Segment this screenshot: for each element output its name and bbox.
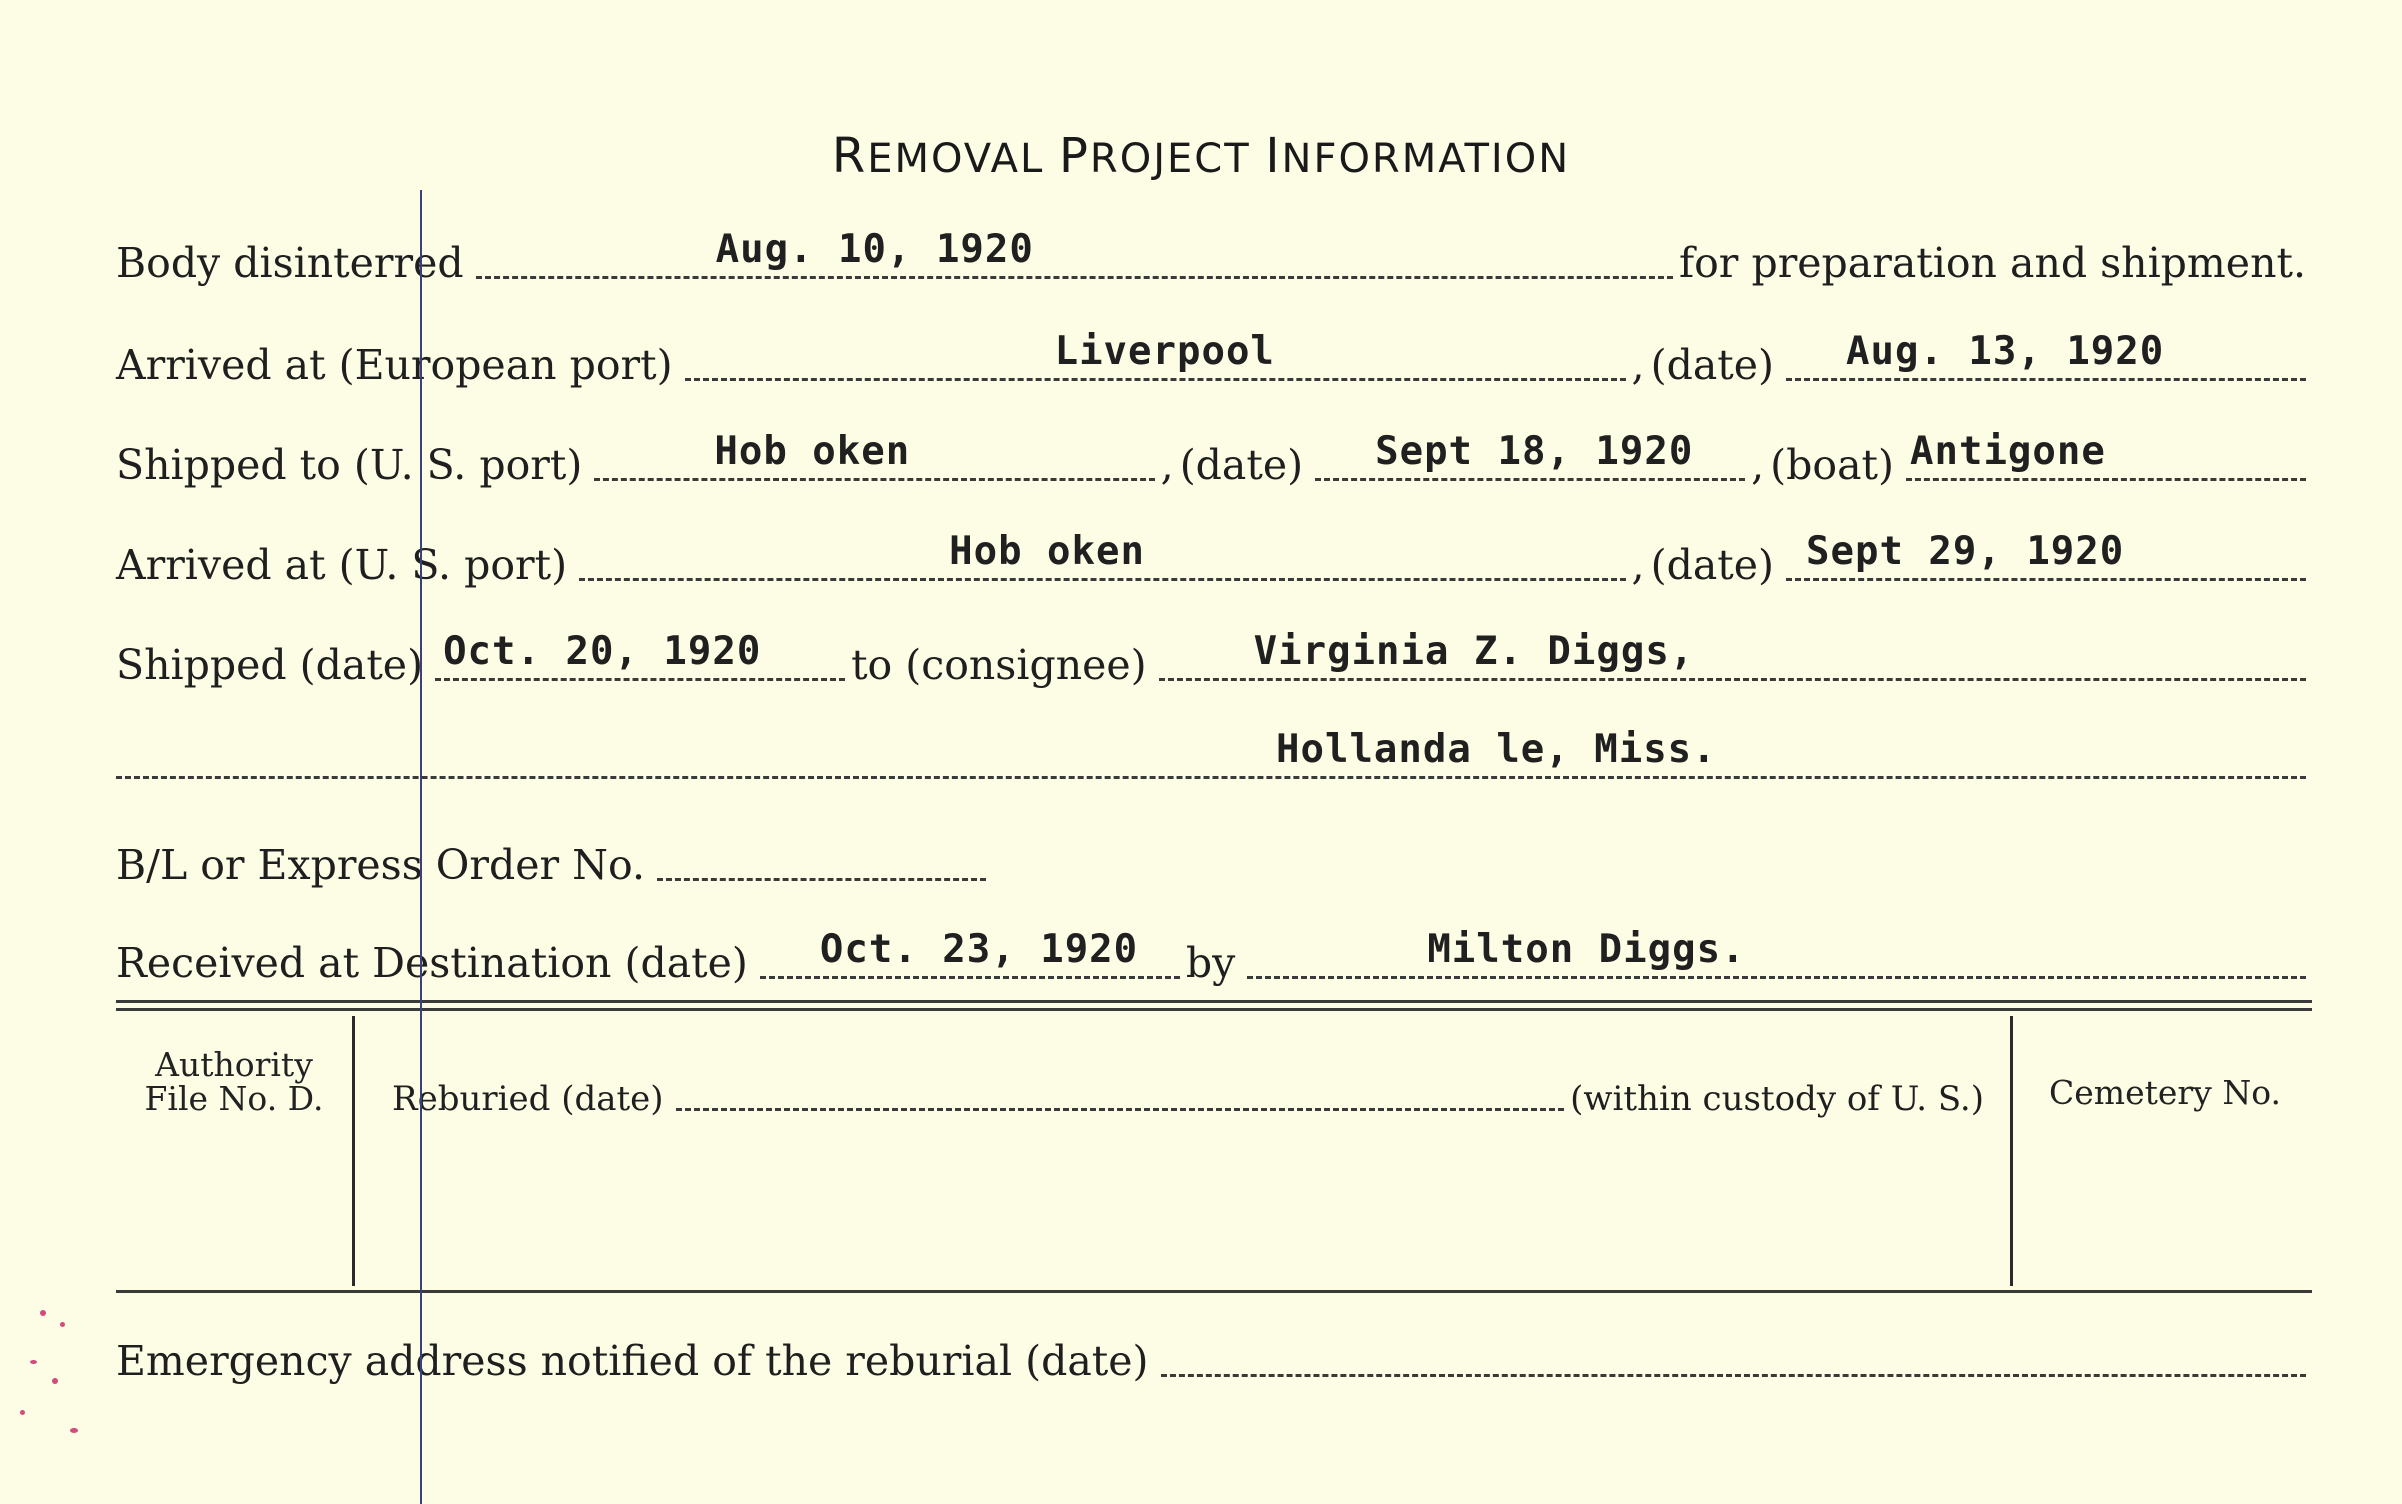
row-european-port: Arrived at (European port) Liverpool , (date) Aug. 13, 1920 xyxy=(116,334,2312,389)
consignee-label: to (consignee) xyxy=(851,641,1147,689)
us-port-arrival-value: Hob oken xyxy=(949,529,1145,574)
table-top-rule xyxy=(116,1000,2312,1003)
ink-speck xyxy=(40,1310,46,1316)
boat-value: Antigone xyxy=(1910,429,2106,474)
shipped-date-value: Sept 18, 1920 xyxy=(1375,429,1694,474)
emergency-date-field[interactable] xyxy=(1161,1330,2306,1377)
table-divider-right xyxy=(2010,1016,2013,1286)
preparation-label: for preparation and shipment. xyxy=(1678,239,2306,287)
order-number-field[interactable] xyxy=(657,834,986,881)
european-date-field[interactable] xyxy=(1786,329,2306,381)
european-port-label: Arrived at (European port) xyxy=(116,341,673,389)
european-port-field[interactable] xyxy=(685,329,1626,381)
shipped-label: Shipped (date) xyxy=(116,641,424,689)
us-arrival-date-field[interactable] xyxy=(1786,529,2306,581)
table-top-rule-inner xyxy=(116,1008,2312,1011)
boat-label: (boat) xyxy=(1770,441,1894,489)
row-shipped-date xyxy=(116,629,2312,689)
ink-speck xyxy=(30,1360,37,1364)
us-arrival-date-value: Sept 29, 1920 xyxy=(1806,529,2125,574)
us-port-arrival-label: Arrived at (U. S. port) xyxy=(116,541,568,589)
consignee-address-field[interactable] xyxy=(116,727,2306,779)
us-port-arrival-field[interactable] xyxy=(579,529,1625,581)
consignee-address-value: Hollanda le, Miss. xyxy=(1276,727,1717,772)
received-by-value: Milton Diggs. xyxy=(1427,927,1746,972)
authority-file-label: Authority File No. D. xyxy=(144,1045,324,1118)
received-label: Received at Destination (date) xyxy=(116,939,748,987)
row-us-port-arrival: Arrived at (U. S. port) Hob oken , (date) Sept 29, 1920 xyxy=(116,534,2312,589)
us-arrival-date-label: (date) xyxy=(1650,541,1774,589)
row-consignee-address xyxy=(116,727,2312,787)
boat-field[interactable] xyxy=(1906,429,2306,481)
reburied-label: Reburied (date) xyxy=(392,1079,664,1119)
by-label: by xyxy=(1185,939,1236,987)
shipped-date-label: (date) xyxy=(1179,441,1304,489)
ink-speck xyxy=(20,1410,25,1415)
received-by-field[interactable] xyxy=(1247,927,2306,979)
row-reburied xyxy=(392,1072,1990,1119)
shipped-to-label: Shipped to (U. S. port) xyxy=(116,441,583,489)
table-divider-left xyxy=(352,1016,355,1286)
row-shipped-to: Shipped to (U. S. port) Hob oken , (date) Sept 18, 1920 , (boat) Antigone xyxy=(116,434,2312,489)
body-disinterred-label: Body disinterred xyxy=(116,239,464,287)
table-bottom-rule xyxy=(116,1290,2312,1293)
shipped-value: Oct. 20, 1920 xyxy=(443,629,762,674)
consignee-value: Virginia Z. Diggs, xyxy=(1253,629,1695,674)
received-date-field[interactable] xyxy=(760,927,1180,979)
row-body-disinterred xyxy=(116,227,2312,287)
received-date-value: Oct. 23, 1920 xyxy=(819,927,1139,972)
body-disinterred-value: Aug. 10, 1920 xyxy=(715,227,1034,272)
cemetery-number-label: Cemetery No. xyxy=(2049,1073,2281,1112)
shipped-date-field[interactable] xyxy=(1315,429,1745,481)
custody-label: (within custody of U. S.) xyxy=(1570,1079,1984,1119)
european-date-label: (date) xyxy=(1650,341,1774,389)
row-order-number xyxy=(116,834,992,889)
european-port-value: Liverpool xyxy=(1054,329,1275,374)
emergency-address-label: Emergency address notified of the reburial (date) xyxy=(116,1337,1149,1385)
reburied-date-field[interactable] xyxy=(676,1072,1565,1111)
ink-speck xyxy=(70,1428,78,1433)
consignee-field[interactable] xyxy=(1159,629,2306,681)
shipped-to-value: Hob oken xyxy=(714,429,911,474)
shipped-field[interactable] xyxy=(435,629,845,681)
ink-speck xyxy=(60,1322,65,1327)
card-title: REMOVAL PROJECT INFORMATION xyxy=(831,128,1571,184)
ink-speck xyxy=(52,1378,58,1384)
order-number-label: B/L or Express Order No. xyxy=(116,841,646,889)
row-emergency-address xyxy=(116,1330,2312,1385)
shipped-to-field[interactable] xyxy=(594,429,1154,481)
margin-line xyxy=(420,190,422,1504)
row-received xyxy=(116,927,2312,987)
body-disinterred-field[interactable] xyxy=(476,227,1673,279)
european-date-value: Aug. 13, 1920 xyxy=(1846,329,2165,374)
